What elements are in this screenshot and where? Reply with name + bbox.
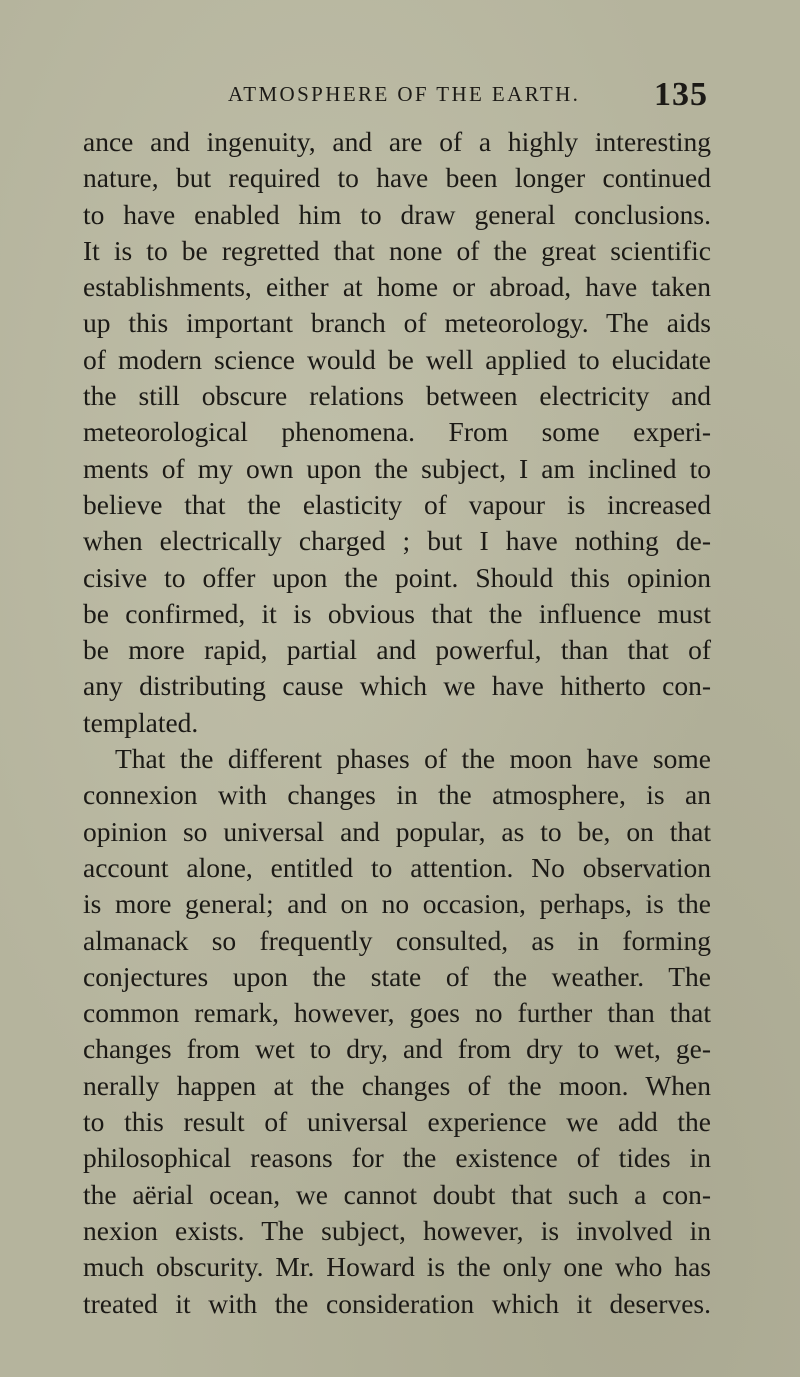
text-line: common remark, however, goes no further than that xyxy=(83,997,711,1029)
text-line: conjectures upon the state of the weather. The xyxy=(83,960,711,992)
text-line: establishments, either at home or abroad, have taken xyxy=(83,271,711,303)
text-line: up this important branch of meteorology. The aids xyxy=(83,307,711,339)
text-line: any distributing cause which we have hitherto con- xyxy=(83,670,711,702)
text-line: the aërial ocean, we cannot doubt that such a con- xyxy=(83,1178,711,1210)
body-text xyxy=(83,124,711,1322)
text-line: connexion with changes in the atmosphere, is an xyxy=(83,779,711,811)
text-line: opinion so universal and popular, as to be, on that xyxy=(83,815,711,847)
text-line: meteorological phenomena. From some experi- xyxy=(83,416,711,448)
text-line: ance and ingenuity, and are of a highly interesting xyxy=(83,126,711,157)
running-title: ATMOSPHERE OF THE EARTH. xyxy=(228,82,581,106)
text-line: believe that the elasticity of vapour is increased xyxy=(83,488,711,520)
text-line: philosophical reasons for the existence of tides in xyxy=(83,1142,711,1174)
text-line: much obscurity. Mr. Howard is the only one who has xyxy=(83,1251,711,1283)
text-line: of modern science would be well applied to elucidate xyxy=(83,343,711,375)
text-line: be confirmed, it is obvious that the influence must xyxy=(83,597,711,629)
text-line: be more rapid, partial and powerful, than that of xyxy=(83,634,711,666)
text-line: nexion exists. The subject, however, is involved in xyxy=(83,1214,711,1246)
text-line: when electrically charged ; but I have nothing de- xyxy=(83,525,711,557)
text-line: the still obscure relations between electricity and xyxy=(83,380,711,412)
page-number: 135 xyxy=(654,76,708,113)
text-line: nerally happen at the changes of the moon. When xyxy=(83,1069,711,1101)
text-line: almanack so frequently consulted, as in forming xyxy=(83,924,711,956)
text-line: nature, but required to have been longer continued xyxy=(83,162,711,194)
paragraph-start-line: That the different phases of the moon have some xyxy=(115,743,711,775)
text-line: to have enabled him to draw general conclusions. xyxy=(83,198,711,230)
text-line: ments of my own upon the subject, I am inclined to xyxy=(83,452,711,484)
text-line: It is to be regretted that none of the great scientific xyxy=(83,234,711,266)
text-line: is more general; and on no occasion, perhaps, is the xyxy=(83,888,711,920)
text-line: cisive to offer upon the point. Should this opinion xyxy=(83,561,711,593)
running-head xyxy=(228,76,708,116)
paragraph-end-line: templated. xyxy=(83,706,199,738)
text-line: changes from wet to dry, and from dry to wet, ge- xyxy=(83,1033,711,1065)
text-line: treated it with the consideration which it deserves. xyxy=(83,1287,711,1319)
text-line: to this result of universal experience we add the xyxy=(83,1106,711,1138)
text-line: account alone, entitled to attention. No observation xyxy=(83,851,711,883)
